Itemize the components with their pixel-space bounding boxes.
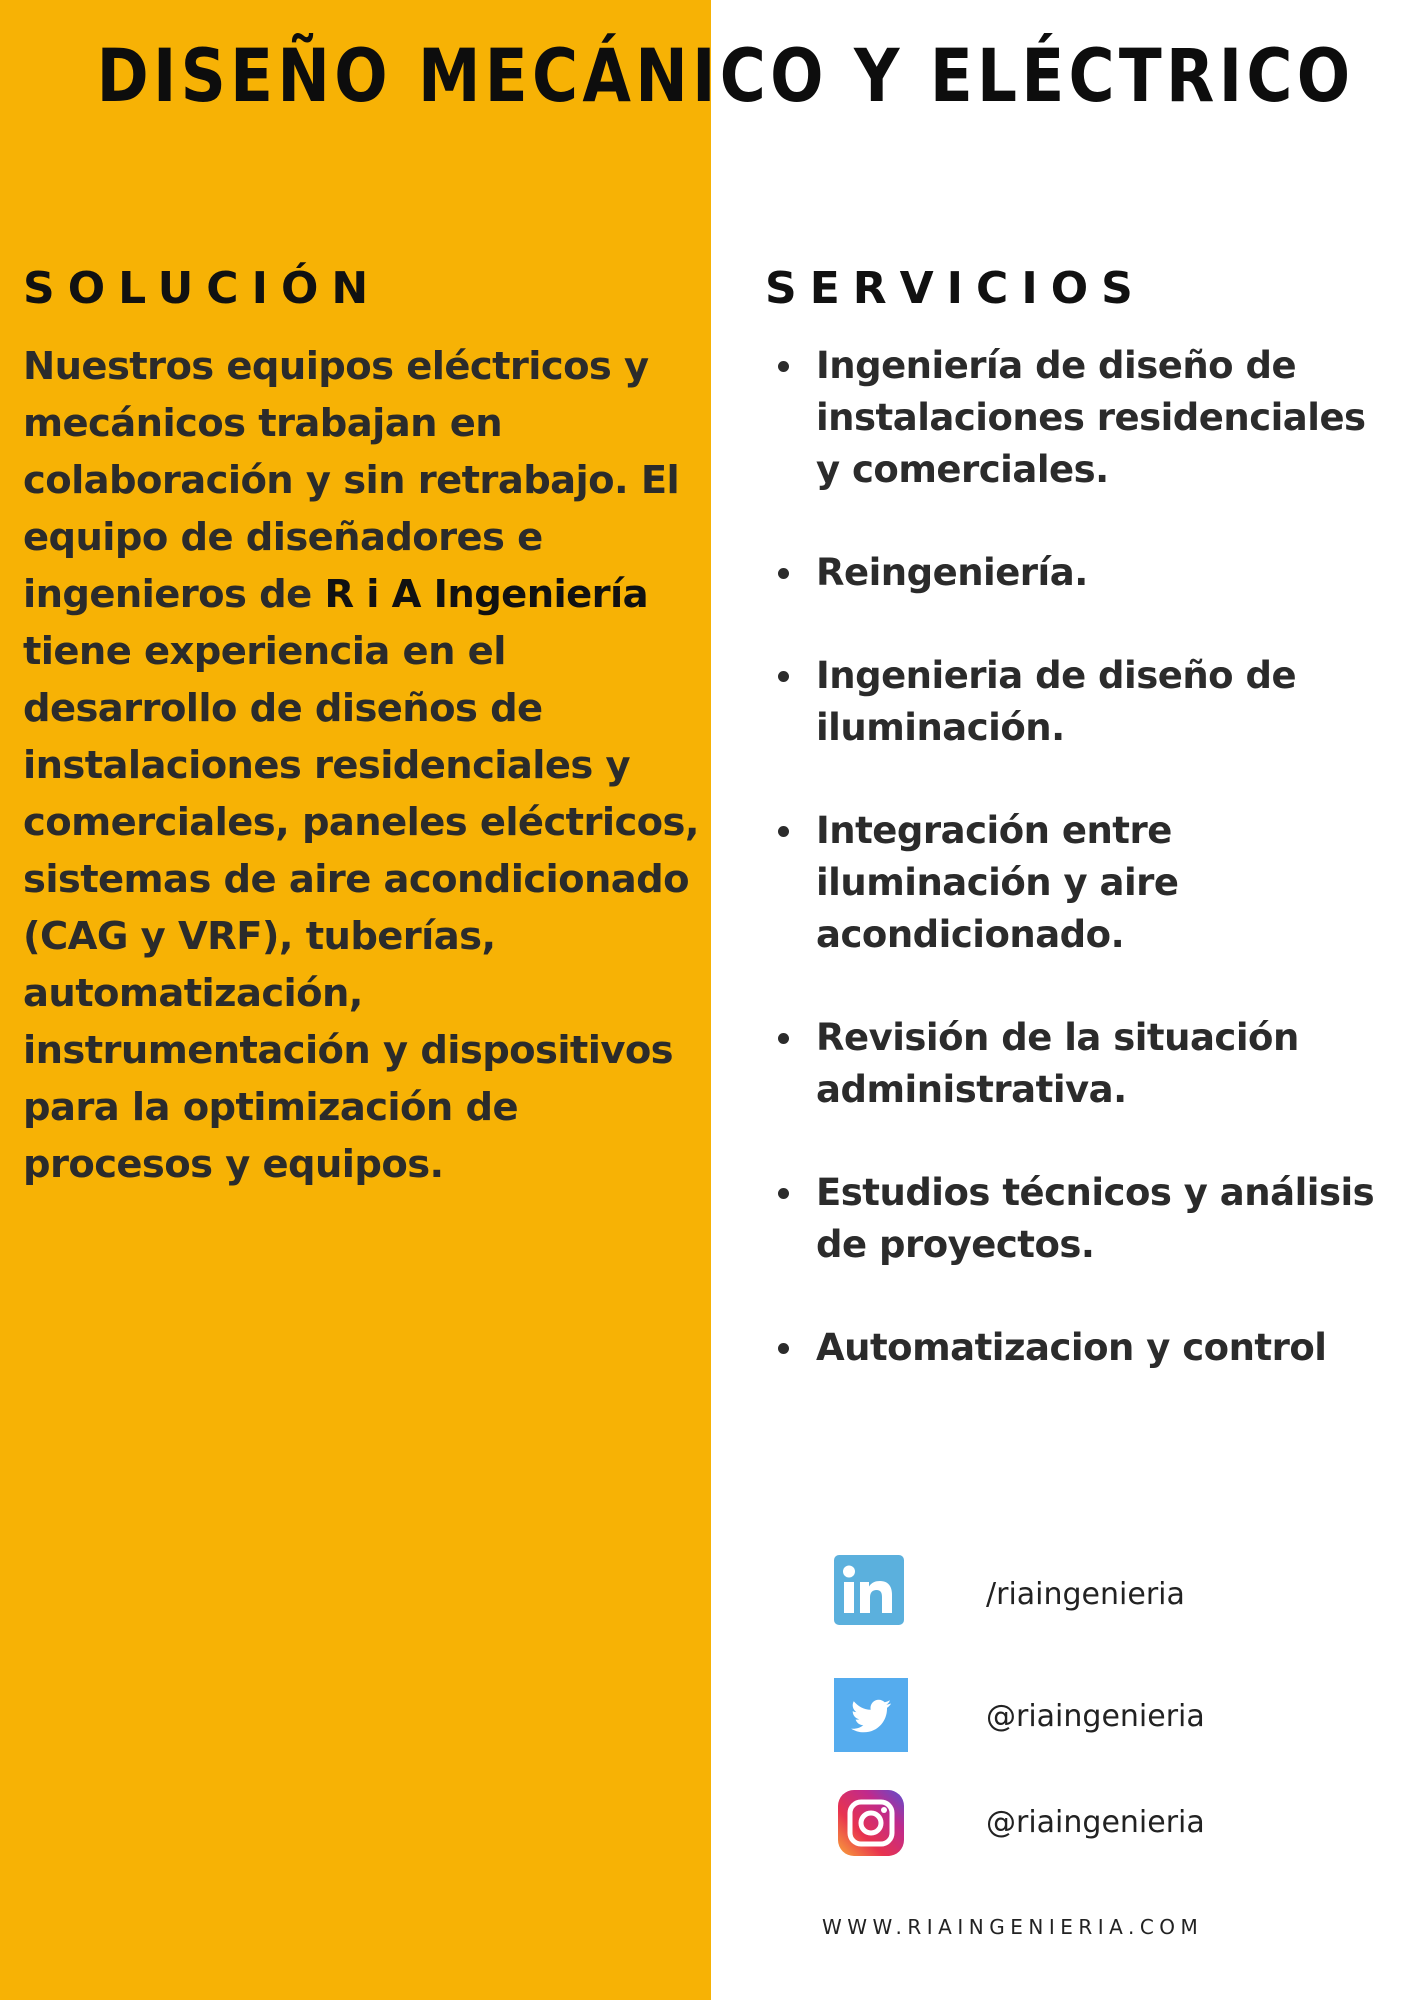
social-instagram[interactable] bbox=[0, 1788, 1414, 1868]
servicio-text: Revisión de la situación administrativa. bbox=[816, 1016, 1299, 1111]
page-title: DISEÑO MECÁNICO Y ELÉCTRICO bbox=[96, 34, 1355, 119]
linkedin-handle[interactable]: /riaingenieria bbox=[986, 1577, 1185, 1612]
solucion-heading: SOLUCIÓN bbox=[23, 263, 382, 314]
servicio-item bbox=[775, 1167, 1395, 1271]
bullet-icon bbox=[778, 1188, 789, 1199]
servicio-item bbox=[775, 547, 1395, 599]
twitter-icon[interactable] bbox=[834, 1678, 908, 1752]
servicio-item bbox=[775, 340, 1395, 496]
servicio-text: Automatizacion y control bbox=[816, 1326, 1327, 1369]
twitter-handle[interactable]: @riaingenieria bbox=[986, 1699, 1205, 1734]
social-linkedin[interactable] bbox=[0, 1555, 1414, 1635]
website-link[interactable]: WWW.RIAINGENIERIA.COM bbox=[822, 1915, 1204, 1939]
servicio-item bbox=[775, 650, 1395, 754]
servicios-heading: SERVICIOS bbox=[765, 263, 1146, 314]
instagram-icon[interactable] bbox=[836, 1788, 906, 1858]
servicio-item bbox=[775, 1322, 1395, 1374]
solucion-body-start: Nuestros equipos eléctricos y mecánicos trabajan en colaboración y sin retrabajo. El equipo de diseñadores e ingenieros de bbox=[23, 344, 680, 617]
servicio-item bbox=[775, 805, 1395, 961]
instagram-handle[interactable]: @riaingenieria bbox=[986, 1805, 1205, 1840]
bullet-icon bbox=[778, 1033, 789, 1044]
solucion-body-end: tiene experiencia en el desarrollo de diseños de instalaciones residenciales y comerciales, paneles eléctricos, sistemas de aire acondicionado (CAG y VRF), tuberías, automatización, instrumentación y dispositivos para la optimización de procesos y equipos. bbox=[23, 629, 699, 1187]
solucion-paragraph bbox=[23, 338, 703, 1193]
linkedin-icon[interactable] bbox=[834, 1555, 904, 1625]
servicio-item bbox=[775, 1012, 1395, 1116]
bullet-icon bbox=[778, 826, 789, 837]
social-twitter[interactable] bbox=[0, 1677, 1414, 1757]
servicio-text: Reingeniería. bbox=[816, 551, 1088, 594]
company-name: R i A Ingeniería bbox=[324, 572, 648, 617]
bullet-icon bbox=[778, 1343, 789, 1354]
bullet-icon bbox=[778, 568, 789, 579]
servicio-text: Estudios técnicos y análisis de proyectos. bbox=[816, 1171, 1375, 1266]
servicios-list bbox=[775, 340, 1395, 1425]
bullet-icon bbox=[778, 361, 789, 372]
servicio-text: Integración entre iluminación y aire acondicionado. bbox=[816, 809, 1179, 956]
servicio-text: Ingeniería de diseño de instalaciones residenciales y comerciales. bbox=[816, 344, 1366, 491]
servicio-text: Ingenieria de diseño de iluminación. bbox=[816, 654, 1297, 749]
bullet-icon bbox=[778, 671, 789, 682]
